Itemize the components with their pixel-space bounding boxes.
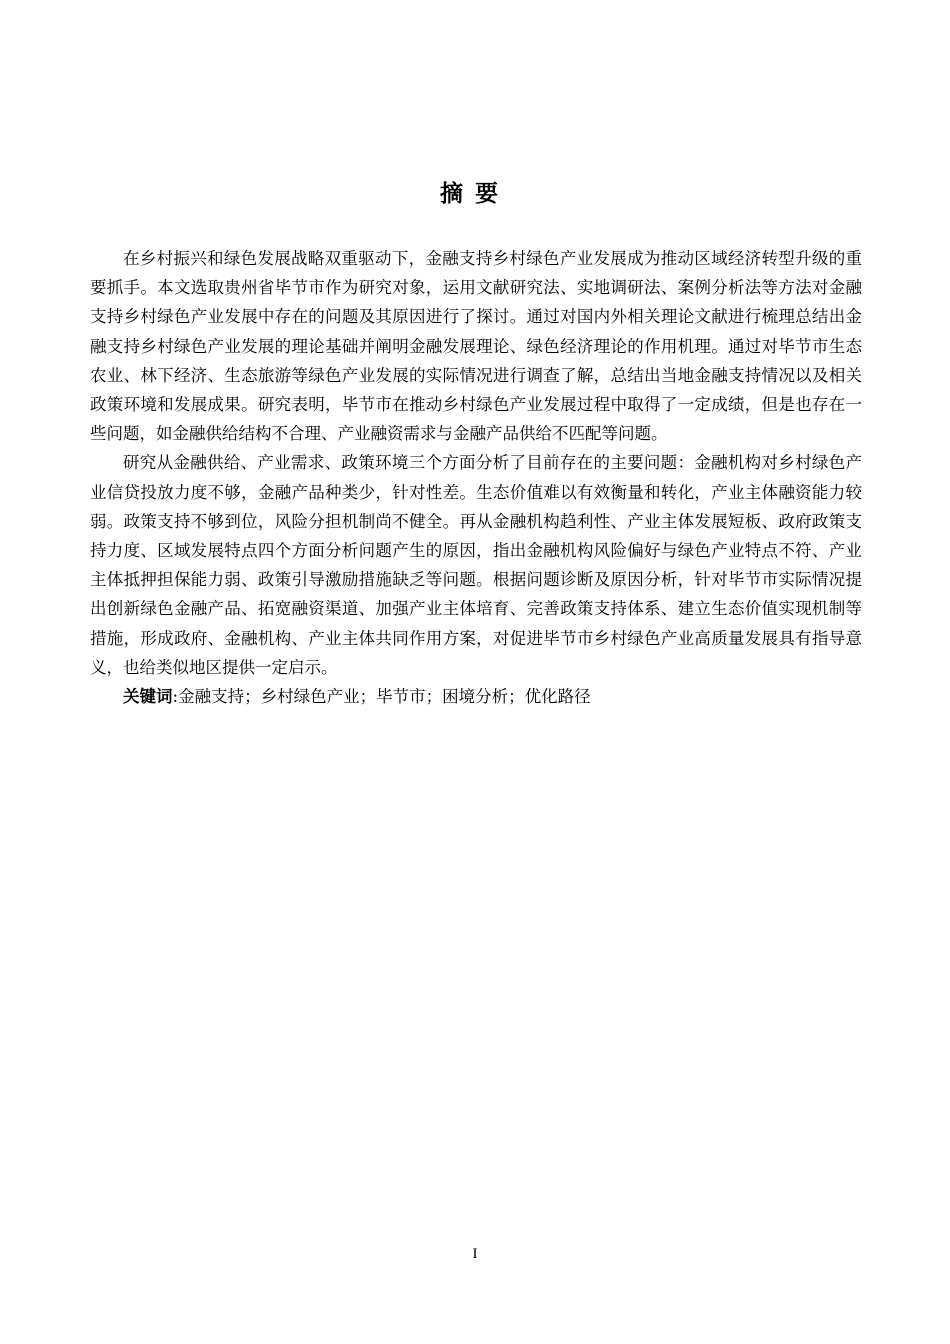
abstract-title: 摘要 [440, 181, 510, 207]
page-number: I [472, 1246, 478, 1262]
abstract-paragraph-1: 在乡村振兴和绿色发展战略双重驱动下，金融支持乡村绿色产业发展成为推动区域经济转型升级的重要抓手。本文选取贵州省毕节市作为研究对象，运用文献研究法、实地调研法、案例分析法等方法对金融支持乡村绿色产业发展中存在的问题及其原因进行了探讨。通过对国内外相关理论文献进行梳理总结出金融支持乡村绿色产业发展的理论基础并阐明金融发展理论、绿色经济理论的作用机理。通过对毕节市生态农业、林下经济、生态旅游等绿色产业发展的实际情况进行调查了解，总结出当地金融支持情况以及相关政策环境和发展成果。研究表明，毕节市在推动乡村绿色产业发展过程中取得了一定成绩，但是也存在一些问题，如金融供给结构不合理、产业融资需求与金融产品供给不匹配等问题。 [90, 249, 862, 444]
abstract-paragraph-2: 研究从金融供给、产业需求、政策环境三个方面分析了目前存在的主要问题：金融机构对乡村绿色产业信贷投放力度不够，金融产品种类少，针对性差。生态价值难以有效衡量和转化，产业主体融资能力较弱。政策支持不够到位，风险分担机制尚不健全。再从金融机构趋利性、产业主体发展短板、政府政策支持力度、区域发展特点四个方面分析问题产生的原因，指出金融机构风险偏好与绿色产业特点不符、产业主体抵押担保能力弱、政策引导激励措施缺乏等问题。根据问题诊断及原因分析，针对毕节市实际情况提出创新绿色金融产品、拓宽融资渠道、加强产业主体培育、完善政策支持体系、建立生态价值实现机制等措施，形成政府、金融机构、产业主体共同作用方案，对促进毕节市乡村绿色产业高质量发展具有指导意义，也给类似地区提供一定启示。 [90, 453, 862, 677]
abstract-body [90, 244, 862, 711]
keywords-label: 关键词 [123, 687, 173, 707]
keywords-separator: : [172, 687, 179, 707]
keywords-text: 金融支持；乡村绿色产业；毕节市；困境分析；优化路径 [178, 687, 591, 707]
keywords-line [90, 682, 862, 711]
